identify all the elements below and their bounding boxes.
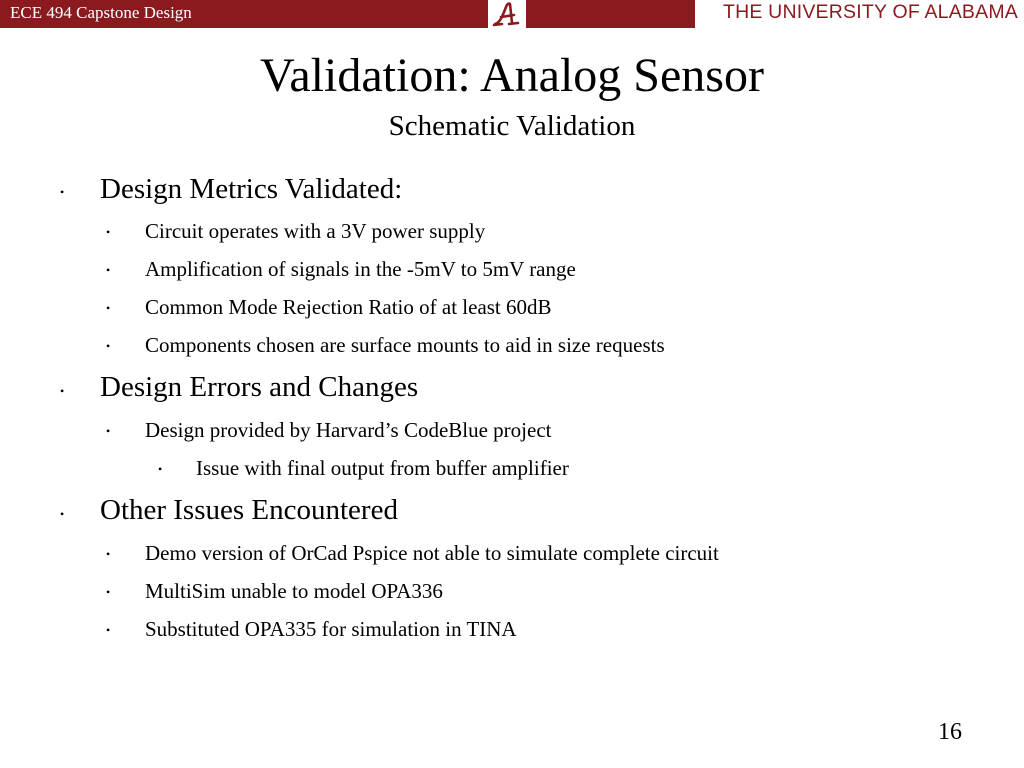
- bullet-item: Circuit operates with a 3V power supply: [145, 219, 486, 243]
- university-name-box: [695, 0, 1024, 28]
- slide-subtitle: Schematic Validation: [388, 110, 636, 142]
- bullet-dot: •: [106, 585, 111, 599]
- bullet-heading: Other Issues Encountered: [100, 494, 398, 526]
- bullet-subitem: Issue with final output from buffer amplifier: [196, 456, 569, 480]
- script-a-logo-icon: [492, 1, 522, 27]
- bullet-item: Common Mode Rejection Ratio of at least 60dB: [145, 295, 552, 319]
- bullet-item: Demo version of OrCad Pspice not able to simulate complete circuit: [145, 541, 719, 565]
- bullet-dot: •: [106, 225, 111, 239]
- bullet-heading: Design Errors and Changes: [100, 371, 419, 403]
- bullet-dot: •: [60, 384, 65, 398]
- bullet-dot: •: [60, 185, 65, 199]
- bullet-dot: •: [106, 424, 111, 438]
- bullet-dot: •: [106, 263, 111, 277]
- bullet-item: Substituted OPA335 for simulation in TINA: [145, 617, 517, 641]
- bullet-dot: •: [106, 339, 111, 353]
- bullet-item: MultiSim unable to model OPA336: [145, 579, 443, 603]
- university-logo: [488, 0, 526, 28]
- bullet-dot: •: [106, 623, 111, 637]
- course-title: ECE 494 Capstone Design: [10, 3, 192, 22]
- bullet-heading: Design Metrics Validated:: [100, 173, 403, 205]
- bullet-dot: •: [106, 547, 111, 561]
- bullet-dot: •: [106, 301, 111, 315]
- page-number: 16: [938, 719, 962, 745]
- slide-title: Validation: Analog Sensor: [260, 49, 764, 102]
- bullet-dot: •: [158, 462, 163, 476]
- bullet-item: Design provided by Harvard’s CodeBlue project: [145, 418, 552, 442]
- bullet-item: Components chosen are surface mounts to aid in size requests: [145, 333, 665, 357]
- bullet-dot: •: [60, 507, 65, 521]
- header-bar: [0, 0, 1024, 28]
- bullet-item: Amplification of signals in the -5mV to 5mV range: [145, 257, 576, 281]
- university-name: THE UNIVERSITY OF ALABAMA: [722, 1, 1018, 23]
